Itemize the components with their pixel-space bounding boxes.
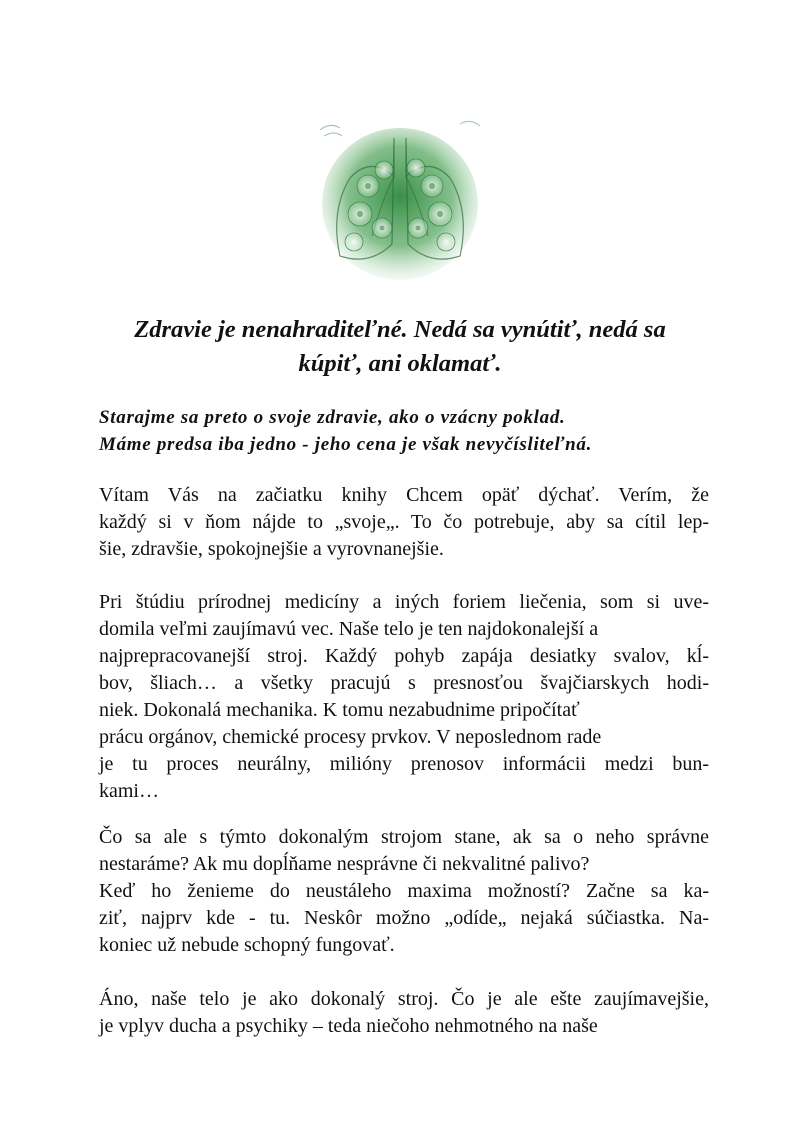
text-line: prácu orgánov, chemické procesy prvkov. V neposlednom rade (99, 726, 602, 748)
text-line: niek. Dokonalá mechanika. K tomu nezabudnime pripočítať (99, 699, 580, 721)
text-line: Čo sa ale s týmto dokonalým strojom stane, ak sa o neho správne (99, 826, 709, 848)
lungs-flower-illustration (310, 116, 490, 288)
paragraph-2 (99, 589, 709, 805)
text-line: je vplyv ducha a psychiky – teda niečoho nehmotného na naše (99, 1015, 598, 1037)
motto-line: Starajme sa preto o svoje zdravie, ako o vzácny poklad. (99, 407, 566, 428)
text-line: každý si v ňom nájde to „svoje„. To čo potrebuje, aby sa cítil lep- (99, 511, 709, 533)
text-line: Keď ho ženieme do neustáleho maxima možností? Začne sa ka- (99, 880, 709, 902)
title-line-1: Zdravie je nenahraditeľné. Nedá sa vynútiť, nedá sa (134, 316, 666, 343)
text-line: Pri štúdiu prírodnej medicíny a iných foriem liečenia, som si uve- (99, 591, 709, 613)
text-line: Áno, naše telo je ako dokonalý stroj. Čo je ale ešte zaujímavejšie, (99, 988, 709, 1010)
text-line: domila veľmi zaujímavú vec. Naše telo je ten najdokonalejší a (99, 618, 599, 640)
page-title (90, 313, 710, 381)
text-line: najprepracovanejší stroj. Každý pohyb zapája desiatky svalov, kĺ- (99, 645, 709, 667)
motto-line: Máme predsa iba jedno - jeho cena je však nevyčísliteľná. (99, 434, 593, 455)
paragraph-1 (99, 482, 709, 563)
text-line: bov, šliach… a všetky pracujú s presnosťou švajčiarskych hodi- (99, 672, 709, 694)
lungs-flowers-icon (310, 116, 490, 288)
title-line-2: kúpiť, ani oklamať. (298, 350, 502, 377)
paragraph-3 (99, 824, 709, 959)
text-line: kami… (99, 780, 159, 802)
motto (99, 404, 719, 458)
text-line: Vítam Vás na začiatku knihy Chcem opäť dýchať. Verím, že (99, 484, 709, 506)
paragraph-4 (99, 986, 709, 1040)
text-line: nestaráme? Ak mu dopĺňame nesprávne či nekvalitné palivo? (99, 853, 590, 875)
text-line: šie, zdravšie, spokojnejšie a vyrovnanejšie. (99, 538, 444, 560)
text-line: je tu proces neurálny, milióny prenosov informácii medzi bun- (99, 753, 709, 775)
text-line: ziť, najprv kde - tu. Neskôr možno „odíde„ nejaká súčiastka. Na- (99, 907, 709, 929)
text-line: koniec už nebude schopný fungovať. (99, 934, 395, 956)
